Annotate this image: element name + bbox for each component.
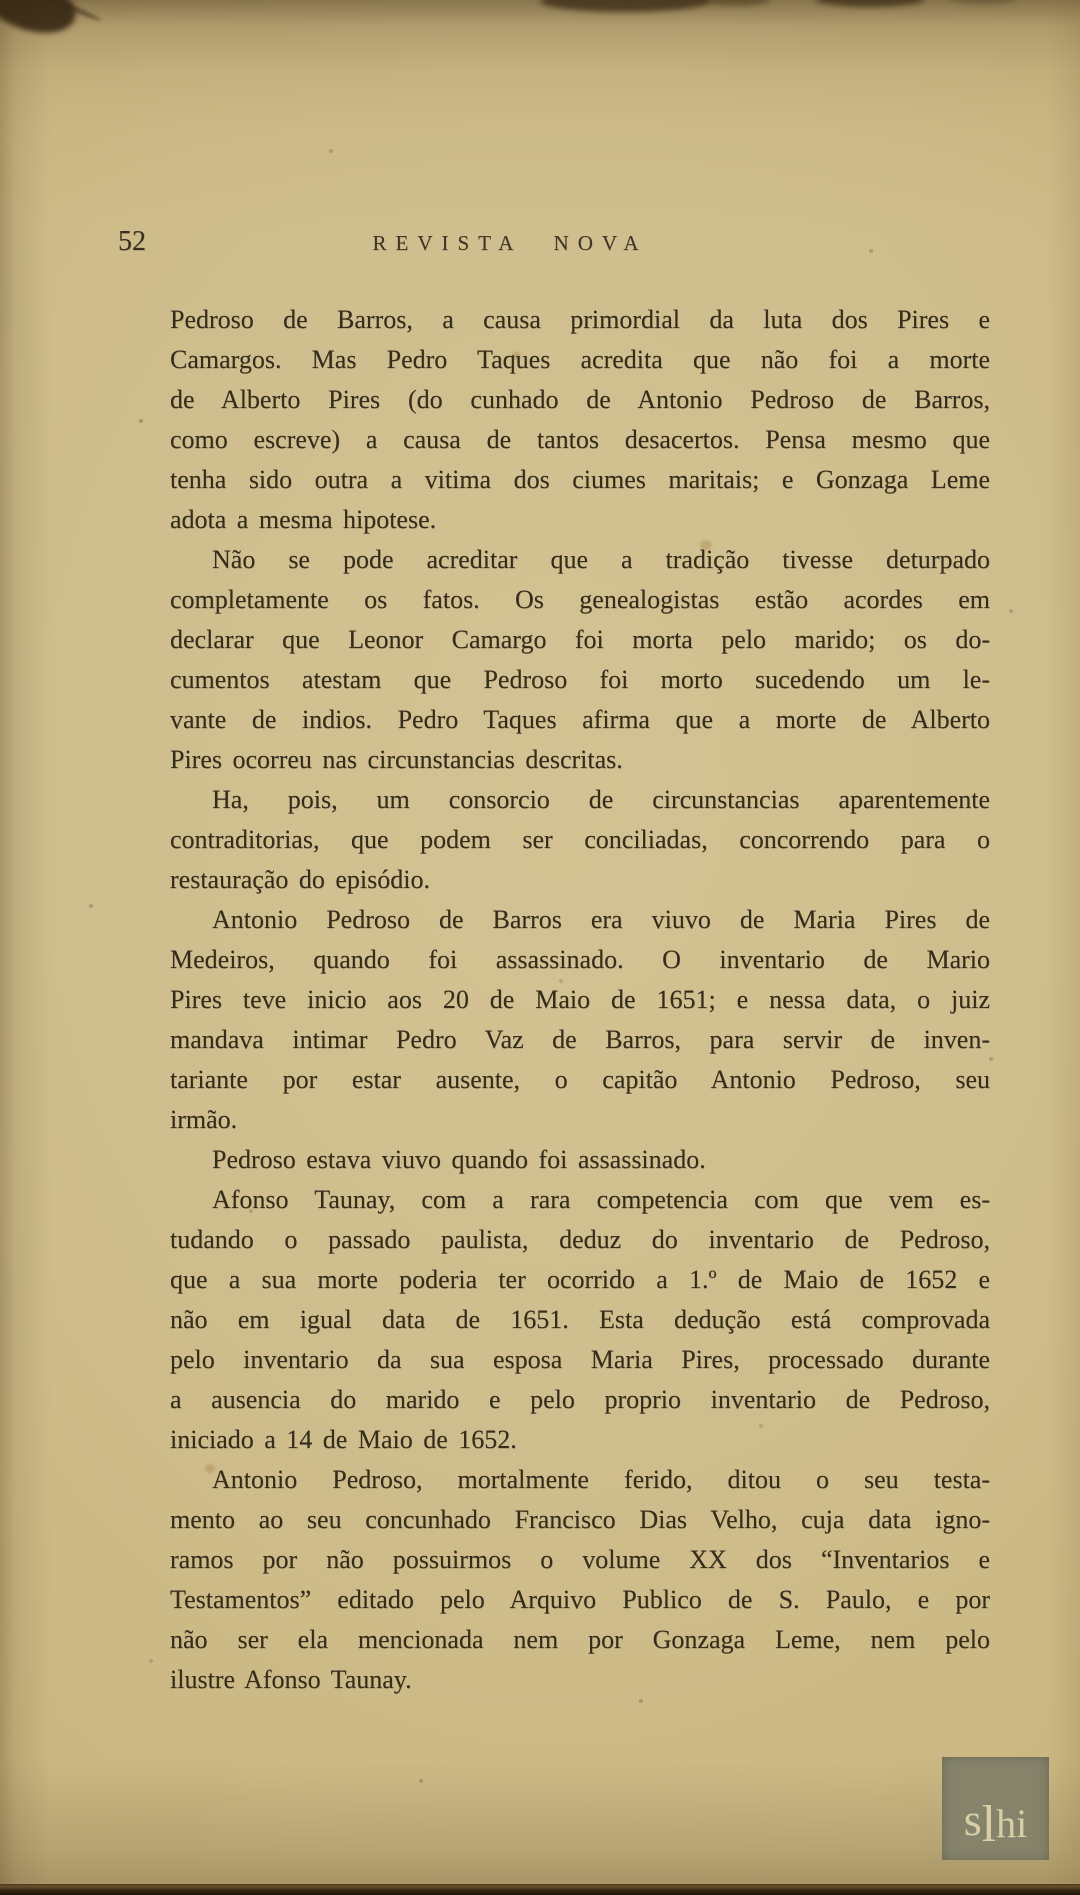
text-line: a ausencia do marido e pelo proprio inventario de Pedroso,	[170, 1385, 990, 1414]
text-line: como escreve) a causa de tantos desacertos. Pensa mesmo que	[170, 425, 990, 454]
text-line: Medeiros, quando foi assassinado. O inventario de Mario	[170, 945, 990, 974]
paper-speckles	[0, 0, 2, 2]
body-text	[170, 300, 990, 1700]
top-edge-blot	[700, 0, 770, 6]
text-line: Antonio Pedroso de Barros era viuvo de Maria Pires de	[212, 905, 990, 934]
slhi-watermark: s l h i	[942, 1757, 1049, 1860]
text-line: adota a mesma hipotese.	[170, 505, 437, 534]
text-line: vante de indios. Pedro Taques afirma que a morte de Alberto	[170, 705, 990, 734]
top-edge-blot	[948, 0, 1018, 4]
top-edge-blot	[815, 0, 925, 7]
text-line: restauração do episódio.	[170, 865, 430, 894]
text-line: mandava intimar Pedro Vaz de Barros, para servir de inven-	[170, 1025, 990, 1054]
text-line: Antonio Pedroso, mortalmente ferido, ditou o seu testa-	[212, 1465, 990, 1494]
top-edge-blot	[540, 0, 710, 12]
text-line: Não se pode acreditar que a tradição tivesse deturpado	[212, 545, 990, 574]
text-line: tenha sido outra a vitima dos ciumes maritais; e Gonzaga Leme	[170, 465, 990, 494]
text-line: não em igual data de 1651. Esta dedução está comprovada	[170, 1305, 990, 1334]
journal-title: REVISTA NOVA	[372, 231, 648, 255]
text-line: Pedroso de Barros, a causa primordial da luta dos Pires e	[170, 305, 990, 334]
text-line: Pires ocorreu nas circunstancias descritas.	[170, 745, 623, 774]
text-line: pelo inventario da sua esposa Maria Pires, processado durante	[170, 1345, 990, 1374]
page-bottom-edge-shadow	[0, 1886, 1080, 1895]
text-line: que a sua morte poderia ter ocorrido a 1.º de Maio de 1652 e	[170, 1265, 990, 1294]
text-line: Pires teve inicio aos 20 de Maio de 1651; e nessa data, o juiz	[170, 985, 990, 1014]
text-line: mento ao seu concunhado Francisco Dias Velho, cuja data igno-	[170, 1505, 990, 1534]
text-line: iniciado a 14 de Maio de 1652.	[170, 1425, 517, 1454]
text-line: contraditorias, que podem ser conciliadas, concorrendo para o	[170, 825, 990, 854]
text-line: tudando o passado paulista, deduz do inventario de Pedroso,	[170, 1225, 990, 1254]
text-line: Ha, pois, um consorcio de circunstancias aparentemente	[212, 785, 990, 814]
text-line: não ser ela mencionada nem por Gonzaga Leme, nem pelo	[170, 1625, 990, 1654]
text-line: irmão.	[170, 1105, 238, 1134]
text-line: ramos por não possuirmos o volume XX dos “Inventarios e	[170, 1545, 990, 1574]
text-line: de Alberto Pires (do cunhado de Antonio Pedroso de Barros,	[170, 385, 990, 414]
text-line: completamente os fatos. Os genealogistas estão acordes em	[170, 585, 990, 614]
text-line: Pedroso estava viuvo quando foi assassinado.	[212, 1145, 706, 1174]
text-line: Camargos. Mas Pedro Taques acredita que não foi a morte	[170, 345, 990, 374]
text-line: ilustre Afonso Taunay.	[170, 1665, 412, 1694]
text-line: declarar que Leonor Camargo foi morta pelo marido; os do-	[170, 625, 990, 654]
text-line: cumentos atestam que Pedroso foi morto sucedendo um le-	[170, 665, 990, 694]
page-number: 52	[118, 226, 146, 257]
text-line: Testamentos” editado pelo Arquivo Publico de S. Paulo, e por	[170, 1585, 990, 1614]
text-line: Afonso Taunay, com a rara competencia com que vem es-	[212, 1185, 990, 1214]
text-line: tariante por estar ausente, o capitão Antonio Pedroso, seu	[170, 1065, 990, 1094]
